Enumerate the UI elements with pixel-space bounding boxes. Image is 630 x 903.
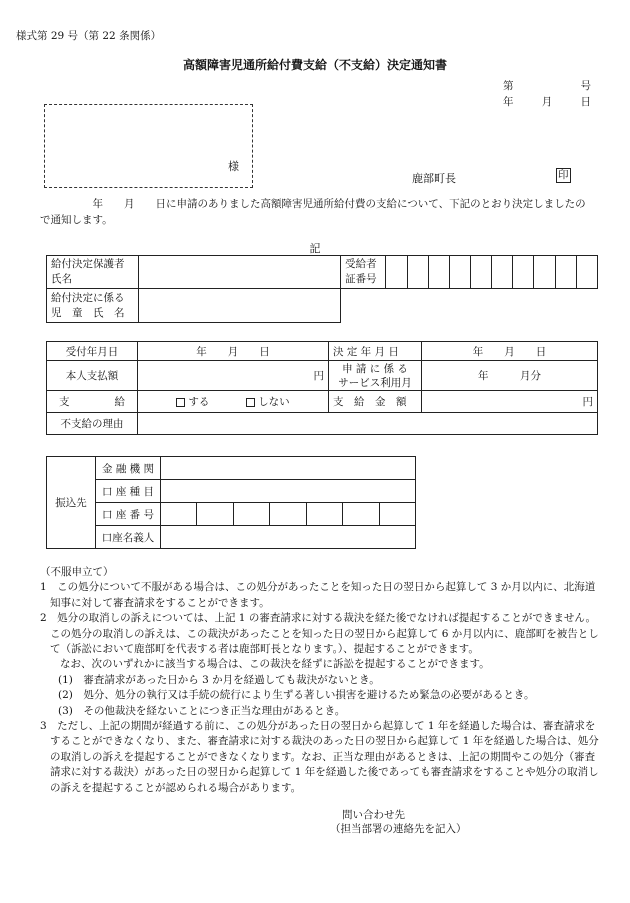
transfer-label: 振込先 — [47, 457, 96, 549]
note-2: 2 処分の取消しの訴えについては、上記 1 の審査請求に対する裁決を経た後でなければ提起することができません。この処分の取消しの訴えは、この裁決があったことを知った日の翌日から起算して 6 か月以内に、鹿部町を被告として（訴訟において鹿部町を代表する者は鹿部町長となります。）、提起することができます。 — [40, 612, 599, 656]
payment-amount-field[interactable] — [422, 391, 598, 413]
account-digit-cell[interactable] — [161, 503, 197, 526]
cert-digit-cell[interactable] — [534, 256, 555, 289]
payment-label-part-b: 給 — [114, 396, 125, 408]
inquiry-block — [330, 808, 467, 836]
cert-digit-cell[interactable] — [386, 256, 407, 289]
payment-decision-label — [47, 391, 138, 413]
receipt-date-field[interactable]: 年 月 日 — [138, 342, 329, 361]
non-payment-reason-field[interactable] — [138, 413, 598, 435]
self-payment-field[interactable] — [138, 361, 329, 391]
option-suru[interactable] — [176, 396, 209, 408]
payment-amount-label: 支 給 金 額 — [329, 391, 422, 413]
cert-digit-cell[interactable] — [492, 256, 513, 289]
cert-digit-cell[interactable] — [407, 256, 428, 289]
account-type-label: 口 座 種 目 — [96, 480, 161, 503]
account-number-label: 口 座 番 号 — [96, 503, 161, 526]
service-month-label: 申 請 に 係 る サービス利用月 — [329, 361, 422, 391]
cert-digit-cell[interactable] — [471, 256, 492, 289]
number-go: 号 — [580, 80, 591, 92]
date-day: 日 — [580, 96, 591, 108]
blank-area — [341, 289, 598, 323]
number-dai: 第 — [503, 80, 514, 92]
non-payment-reason-label: 不支給の理由 — [47, 413, 138, 435]
cert-digit-cell[interactable] — [555, 256, 576, 289]
note-sub-2: (2) 処分、処分の執行又は手続の続行により生ずる著しい損害を避けるため緊急の必要があるとき。 — [58, 689, 535, 702]
cert-digit-cell[interactable] — [513, 256, 534, 289]
receipt-date-label: 受付年月日 — [47, 342, 138, 361]
yen-unit: 円 — [582, 396, 593, 408]
option-shinai[interactable] — [246, 396, 290, 408]
option-suru-label: する — [188, 396, 210, 408]
bank-label: 金 融 機 関 — [96, 457, 161, 480]
cert-digit-cell[interactable] — [428, 256, 449, 289]
decision-date-field[interactable]: 年 月 日 — [422, 342, 598, 361]
cert-digit-cell[interactable] — [576, 256, 597, 289]
document-title: 高額障害児通所給付費支給（不支給）決定通知書 — [182, 58, 447, 72]
account-digit-cell[interactable] — [379, 503, 415, 526]
service-month-field[interactable]: 年 月分 — [422, 361, 598, 391]
child-name-field[interactable] — [138, 289, 340, 323]
decision-date-label: 決 定 年 月 日 — [329, 342, 422, 361]
seal-mark: 印 — [558, 169, 569, 181]
bank-field[interactable] — [161, 457, 416, 480]
note-sub-1: (1) 審査請求があった日から 3 か月を経過しても裁決がないとき。 — [58, 673, 380, 686]
notes-heading: （不服申立て） — [40, 566, 114, 578]
guardian-name-label: 給付決定保護者 氏名 — [47, 256, 139, 289]
child-name-label: 給付決定に係る 児 童 氏 名 — [47, 289, 139, 323]
transfer-table — [46, 456, 416, 549]
account-holder-field[interactable] — [161, 526, 416, 549]
notice-body: 年 月 日に申請のありました高額障害児通所給付費の支給について、下記のとおり決定しましたので通知します。 — [40, 198, 586, 226]
self-payment-label: 本人支払額 — [47, 361, 138, 391]
form-number: 様式第 29 号（第 22 条関係） — [16, 30, 162, 42]
account-type-field[interactable] — [161, 480, 416, 503]
note-2-supplement: なお、次のいずれかに該当する場合は、この裁決を経ずに訴訟を提起することができます。 — [60, 658, 490, 671]
inquiry-label: 問い合わせ先 — [342, 809, 405, 821]
note-1: 1 この処分について不服がある場合は、この処分があったことを知った日の翌日から起算して 3 か月以内に、北海道知事に対して審査請求をすることができます。 — [40, 581, 596, 609]
checkbox-icon — [246, 398, 255, 407]
account-digit-cell[interactable] — [343, 503, 379, 526]
addressee-box[interactable] — [44, 104, 253, 188]
addressee-honorific: 様 — [228, 160, 239, 173]
account-digit-cell[interactable] — [270, 503, 306, 526]
date-month: 月 — [541, 96, 553, 108]
guardian-name-field[interactable] — [138, 256, 340, 289]
document-date-line — [503, 94, 591, 109]
account-digit-cell[interactable] — [233, 503, 269, 526]
option-shinai-label: しない — [258, 396, 290, 408]
document-number-line — [503, 78, 591, 93]
account-digit-cell[interactable] — [197, 503, 233, 526]
payment-choice-field — [138, 391, 329, 413]
sender-name: 鹿部町長 — [412, 172, 456, 185]
note-3: 3 ただし、上記の期間が経過する前に、この処分があった日の翌日から起算して 1 年を経過した場合は、審査請求をすることができなくなり、また、審査請求に対する裁決のあった日の翌日から起算して 1 年を経過した場合は、処分の取消しの訴えを提起することができなくなります。なお、正当な理由があるときは、上記の期間やこの処分（審査請求に対する裁決）があった日の翌日から起算して 1 年を経過した後であっても審査請求をすることや処分の取消しの訴えを提起することが認められる場合があります。 — [40, 720, 599, 794]
checkbox-icon — [176, 398, 185, 407]
payment-label-part-a: 支 — [59, 396, 70, 408]
yen-unit: 円 — [313, 370, 324, 382]
certificate-number-label: 受給者 証番号 — [341, 256, 386, 289]
account-holder-label: 口座名義人 — [96, 526, 161, 549]
inquiry-note: （担当部署の連絡先を記入） — [330, 823, 467, 835]
note-sub-3: (3) その他裁決を経ないことにつき正当な理由があるとき。 — [58, 704, 346, 717]
ki-heading: 記 — [309, 242, 321, 255]
cert-digit-cell[interactable] — [449, 256, 470, 289]
applicant-table — [46, 255, 598, 323]
account-digit-cell[interactable] — [306, 503, 342, 526]
decision-table — [46, 341, 598, 435]
date-year: 年 — [503, 96, 514, 108]
appeal-notes — [40, 565, 600, 796]
